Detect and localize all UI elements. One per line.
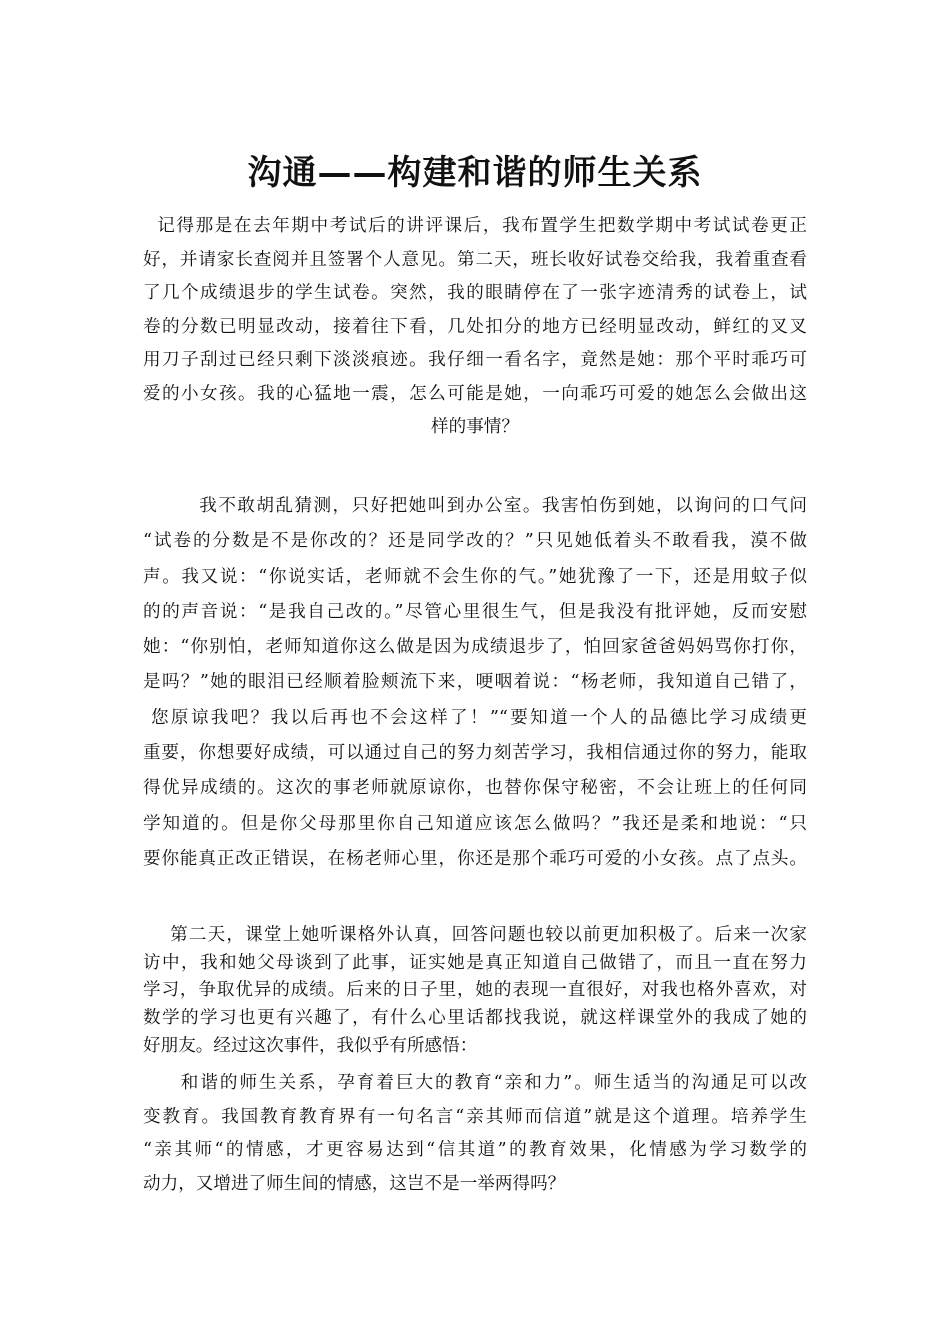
text-line: 卷的分数已明显改动，接着往下看，几处扣分的地方已经明显改动，鲜红的叉叉 [143,316,807,337]
text-line: 和谐的师生关系，孕育着巨大的教育“亲和力”。师生适当的沟通足可以改 [143,1073,807,1093]
text-line: 用刀子刮过已经只剩下淡淡痕迹。我仔细一看名字，竟然是她：那个平时乖巧可 [143,350,807,370]
paragraph-1 [143,210,807,445]
text-line: 您原谅我吧？我以后再也不会这样了！”“要知道一个人的品德比学习成绩更 [143,707,807,728]
text-line: “试卷的分数是不是你改的？还是同学改的？”只见她低着头不敢看我，漠不做 [143,531,807,552]
text-line: 样的事情？ [431,417,519,437]
text-line: 了几个成绩退步的学生试卷。突然，我的眼睛停在了一张字迹清秀的试卷上，试 [143,283,807,303]
text-line: 要你能真正改正错误，在杨老师心里，你还是那个乖巧可爱的小女孩。点了点头。 [143,848,807,869]
text-line: 变教育。我国教育教育界有一句名言“亲其师而信道”就是这个道理。培养学生 [143,1106,807,1127]
text-line: 访中，我和她父母谈到了此事，证实她是真正知道自己做错了，而且一直在努力 [143,952,807,973]
text-line: 我不敢胡乱猜测，只好把她叫到办公室。我害怕伤到她，以询问的口气问 [143,496,807,516]
text-line: “亲其师“的情感，才更容易达到“信其道”的教育效果，化情感为学习数学的 [143,1140,807,1160]
text-line: 动力，又增进了师生间的情感，这岂不是一举两得吗？ [143,1173,566,1194]
text-line: 是吗？”她的眼泪已经顺着脸颊流下来，哽咽着说：“杨老师，我知道自己错了， [143,672,807,693]
text-line: 得优异成绩的。这次的事老师就原谅你，也替你保守秘密，不会让班上的任何同 [143,778,807,799]
text-line: 声。我又说：“你说实话，老师就不会生你的气。”她犹豫了一下，还是用蚊子似 [143,566,807,587]
text-line: 她：“你别怕，老师知道你这么做是因为成绩退步了，怕回家爸爸妈妈骂你打你， [143,637,807,658]
text-line: 学习，争取优异的成绩。后来的日子里，她的表现一直很好，对我也格外喜欢，对 [143,980,807,1001]
paragraph-2 [143,489,807,877]
text-line: 爱的小女孩。我的心猛地一震，怎么可能是她，一向乖巧可爱的她怎么会做出这 [143,383,807,404]
text-line: 的的声音说：“是我自己改的。”尽管心里很生气，但是我没有批评她，反而安慰 [143,601,807,622]
paragraph-3 [143,922,807,1061]
text-line: 第二天，课堂上她听课格外认真，回答问题也较以前更加积极了。后来一次家 [143,925,807,945]
text-line: 好朋友。经过这次事件，我似乎有所感悟： [143,1035,478,1056]
text-line: 学知道的。但是你父母那里你自己知道应该怎么做吗？”我还是柔和地说：“只 [143,813,807,834]
paragraph-4 [143,1067,807,1201]
document-title: 沟通——构建和谐的师生关系 [247,152,703,193]
text-line: 重要，你想要好成绩，可以通过自己的努力刻苦学习，我相信通过你的努力，能取 [143,743,807,764]
text-line: 数学的学习也更有兴趣了，有什么心里话都找我说，就这样课堂外的我成了她的 [143,1008,807,1029]
text-line: 记得那是在去年期中考试后的讲评课后，我布置学生把数学期中考试试卷更正 [143,216,807,236]
text-line: 好，并请家长查阅并且签署个人意见。第二天，班长收好试卷交给我，我着重查看 [143,249,807,270]
